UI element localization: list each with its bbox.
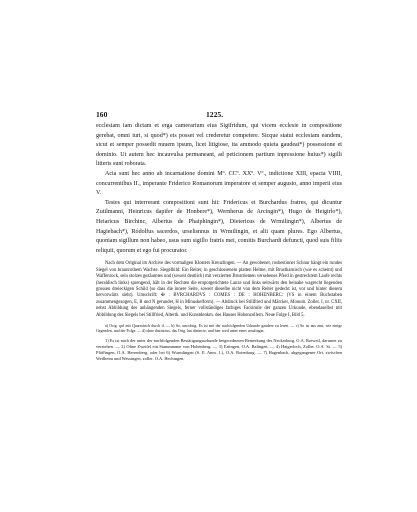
latin-charter-text	[96, 122, 342, 256]
seal-description: Nach dem Original im Archive des vormaligen Klosters Kreuzlingen. — An gewobener, rosbestinner Schnur hängt ein rundes Siegel von braunrothem Wachse. Siegelbild: Ein Reiter, in geschlossenem platten Helme, mit Brustharnisch (wie es scheint) und Waffenrock, sein stolzes gezäumtes und (soweit deutlich) mit verzierten Brustriemen versehenes Pferd in gestrecktem Laufe rechts (heraldisch links) sprengend, hält in der Rechten die emporgerichtete Lanze und links seitwärts den beinahe wagrecht liegenden grossen dreieckigen Schild (so dass die innere Seite, soweit dieselbe nicht von dem Reiter gedeckt ist, vor und hinter diesem hervorwärts sieht). Umschrift: ✠ : BVRCHARDVS : COMES : DE : HOHENBERC: (VS in einem Buchstaben zusammengezogen, E, R und N gerundet, H in Minuskelform). — Abdruck bei Stillfried und Märcker, Monum. Zoller. I, nr. CXII, nebst Abbildung des anhängenden Siegels, ferner vollständiges farbiges Facsimile der ganzen Urkunde, ebendaselbst mit Abbildung des Siegels bei Stillfried, Alterth. und Kunstdenkm. des Hauses Hohenzollern. Neue Folge I, Bild 5.	[96, 261, 342, 318]
latin-paragraph: ecclesiam iam dictam et erga camerarium eius Sigifridum, qui vicem ecclesie in compositione gerebat, omni iuri, si quod*) eis posset vel crederetur competere. Sicque statui ecclesiam eandem, sicut et semper possedit nuuem ipsum, licet litigiose, ita ammodo quieta gaudeat*) possessione et dominio. Ut autem hec incauvulsa permaneant, ad peticionem partium inpressione huius*) sigilli litteris sunt roborata.	[96, 123, 342, 168]
latin-paragraph: Acta sunt hec anno ab incarnatione domini Mº. CCº. XXº. Vº., indictione XIII, epacta VIIII, concurrentibus II., imperante Friderico Romanorum imperatore et semper augusto, anno imperii eius V.	[96, 170, 342, 197]
page-body	[96, 122, 342, 361]
latin-paragraph: Testes qui interrerant compositioni sunt hii: Fridericus et Burchardus fratres, qui dicuntur Zutilmanni, Heinricus dapifer de Honbere*), Wernherus de Arcingin*), Hugo de Heigirlo*), Heiaricus Birchinc, Albertus de Phaiphingin*), Dietericus de Wrmilingin*), Albertus de Hagiebach*), Ródolfus sacerdos, urselisnnus in Wrmilingin, et alii quam plures. Ego Albertus, quoniam sigillum non habeo, usus sum sigillo fratris mei, comitis Burchardi defuncti, quod suis filiis reliquit, quorum et ego fui procurator.	[96, 199, 342, 254]
editorial-note	[96, 261, 342, 319]
page-year: 1225.	[206, 110, 224, 119]
footnote-letters: a) Orig. quf mit Quarsstrich durch d. — b) So, unrichtig. Es ist mit der nachfolgenden Urkunde gaudere zu lesen. — c) So ist aus amt, wie einige Gegenden, und der Folge. — d) ohne distinctus, das Orig. hat distincte, und hier wird unter eines ursulingin.	[96, 323, 342, 334]
footnote-numbers: 1) Es ist nach der unter der nachfolgenden Bestätigungsurkunde beigeordneten Bemerkung des Neckarburg, O.A. Rotweil, darunter zu verstehen. — 2) Ohne Zweifel ein Stammname von Hohenberg. — 3) Ertingen, O.A. Balingen. — 4) Haigerloch, Zoller. O.A. St. — 5) Pfäffingen, O.A. Herrenberg, oder bei 6) Wurmlingen (S. E. Anm. 1.), O.A. Rotenburg. — 7) Hagenbach, abgegangener Ort, zwischen Weilheim und Wessingen, zoller. O.A. Hechingen.	[96, 338, 342, 361]
textual-footnotes	[96, 324, 342, 334]
numbered-footnotes	[96, 338, 342, 361]
page-number: 160	[96, 110, 108, 119]
running-header	[96, 110, 342, 122]
